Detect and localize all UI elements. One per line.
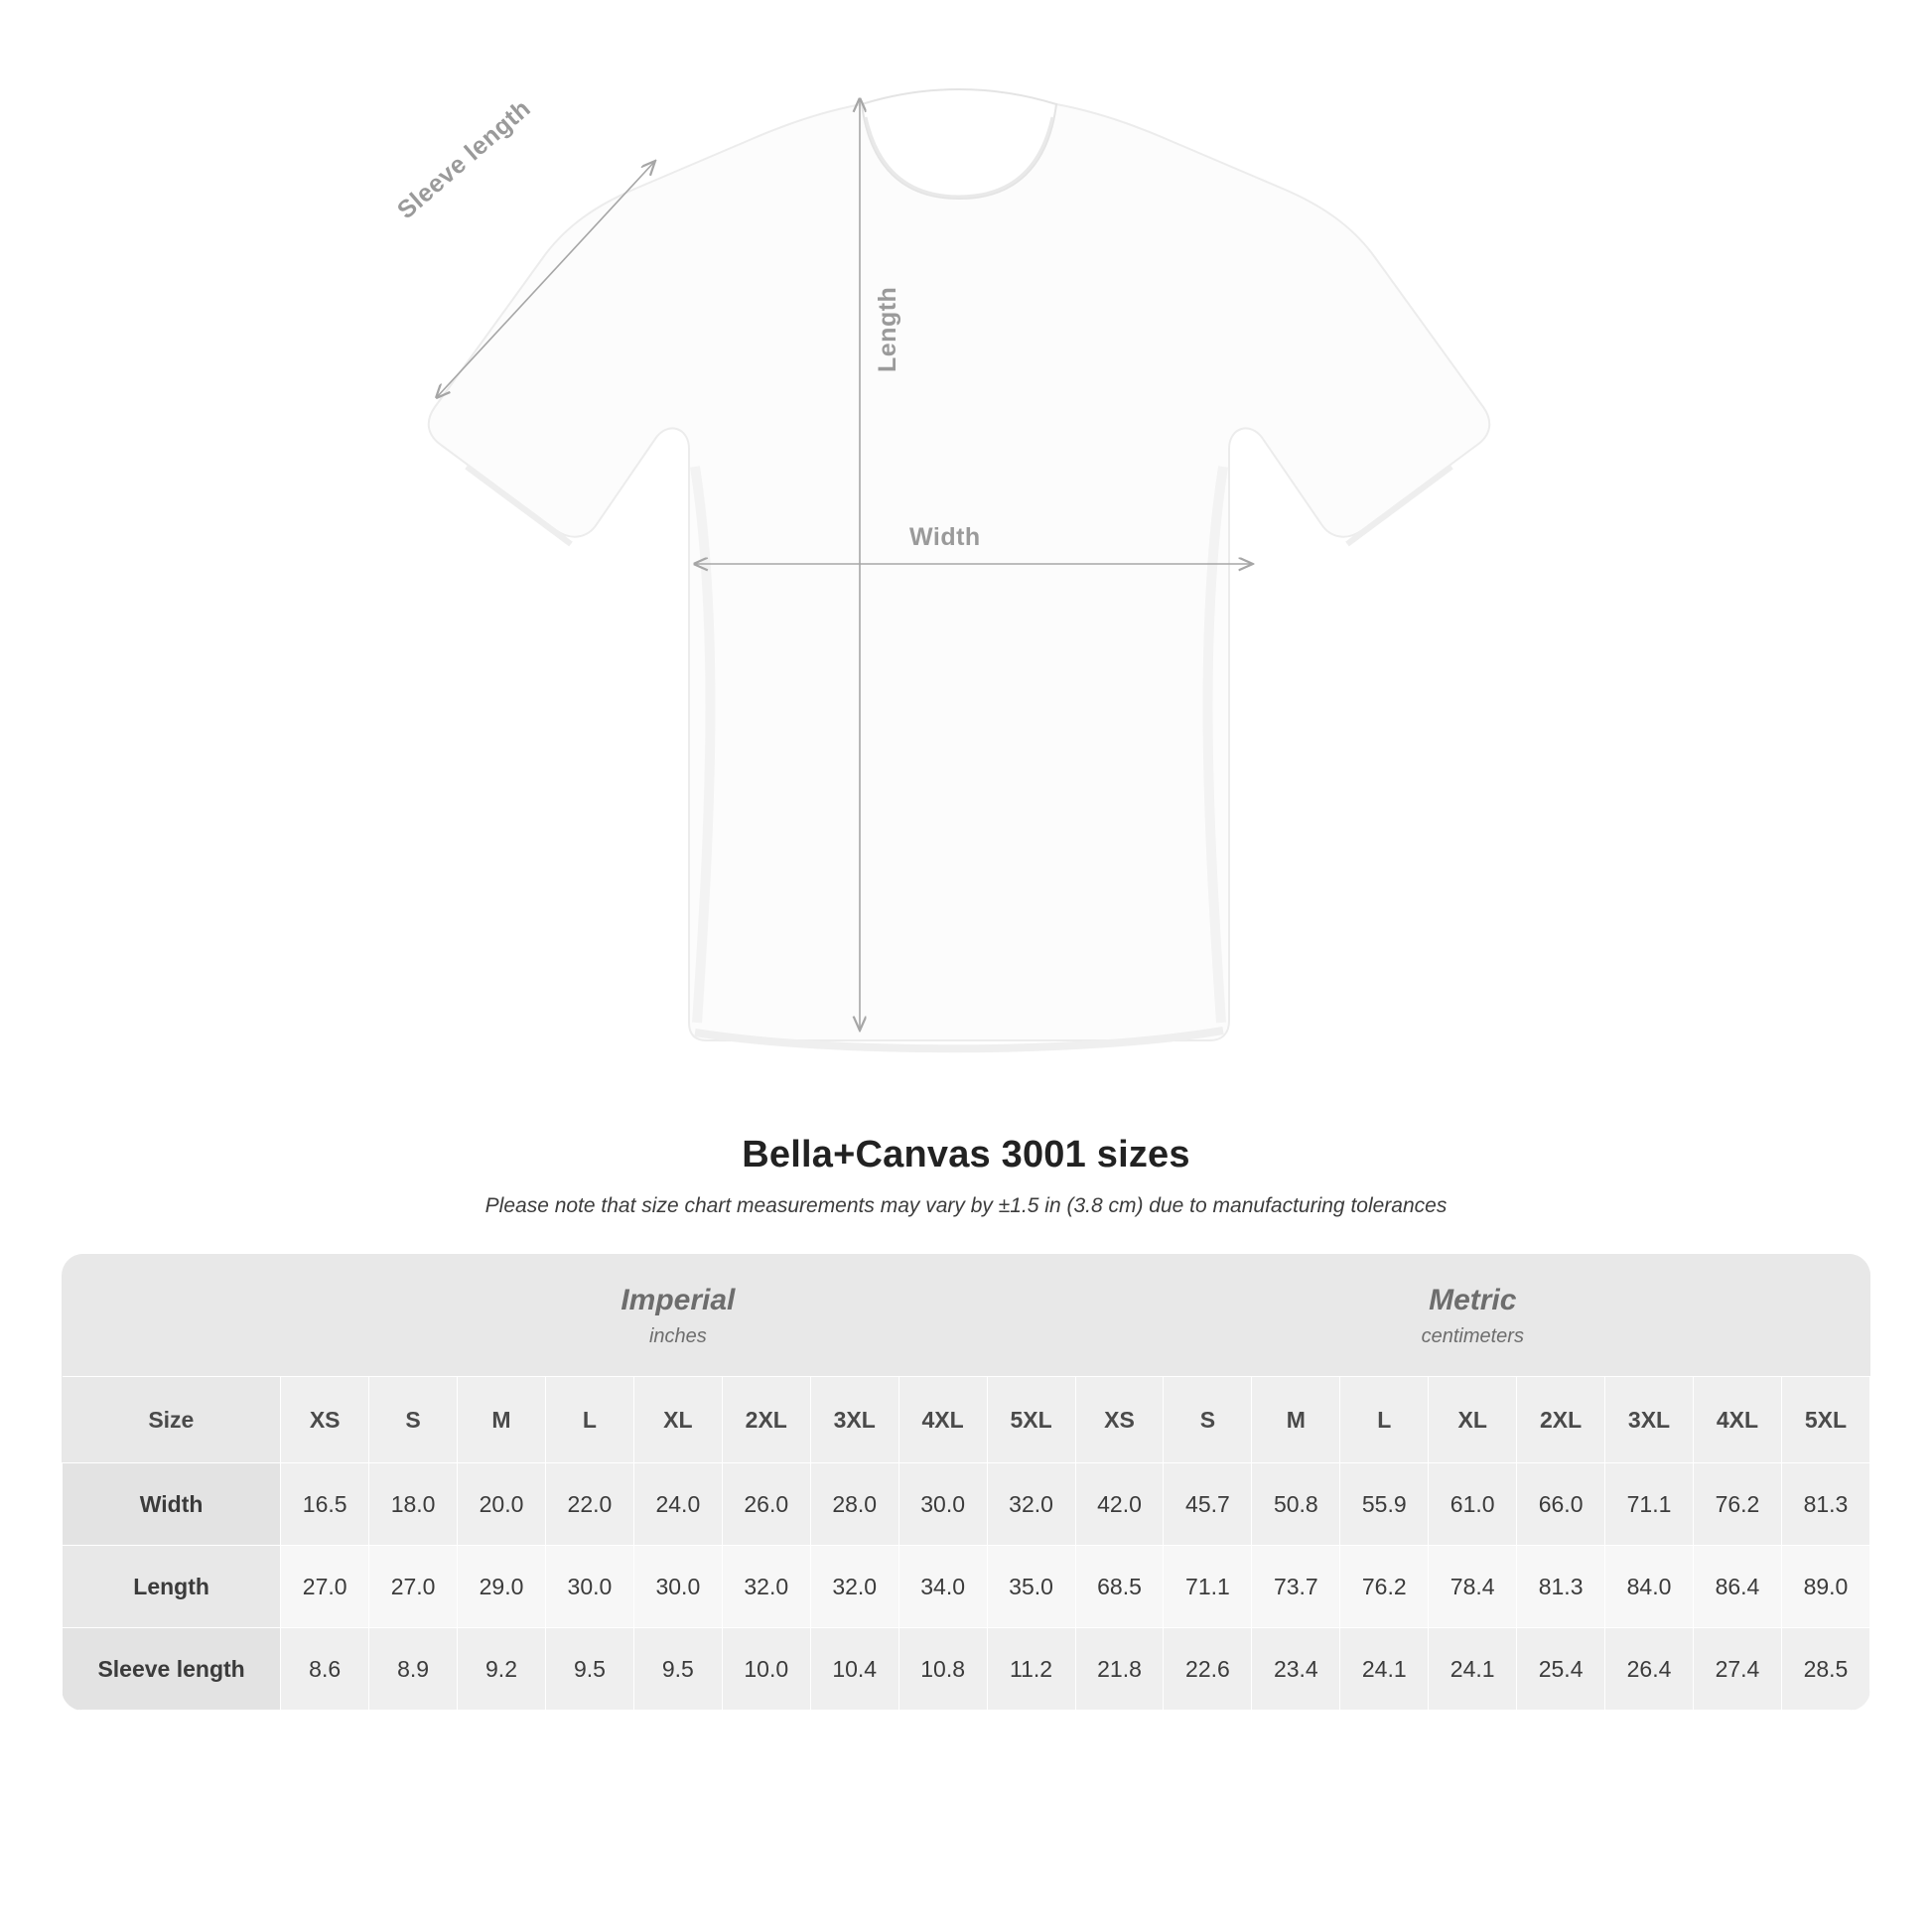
measurement-cell: 50.8 [1252,1463,1340,1546]
unit-group-header [1075,1254,1869,1377]
unit-group-name: Metric [1429,1284,1517,1316]
measurement-cell: 89.0 [1781,1546,1869,1628]
unit-group-header [281,1254,1075,1377]
size-table-wrapper [62,1254,1870,1711]
length-label: Length [874,286,901,372]
size-header-cell: 5XL [1781,1377,1869,1463]
measurement-cell: 86.4 [1693,1546,1781,1628]
table-corner-cell [63,1254,281,1377]
measurement-cell: 84.0 [1605,1546,1694,1628]
measurement-cell: 29.0 [458,1546,546,1628]
measurement-cell: 30.0 [898,1463,987,1546]
size-header-cell: 3XL [810,1377,898,1463]
measurement-cell: 10.0 [722,1628,810,1711]
size-column-header: Size [63,1377,281,1463]
measurement-cell: 9.5 [633,1628,722,1711]
measurement-cell: 28.5 [1781,1628,1869,1711]
measurement-cell: 71.1 [1164,1546,1252,1628]
measurement-cell: 10.4 [810,1628,898,1711]
measurement-row-label: Width [63,1463,281,1546]
size-header-cell: 3XL [1605,1377,1694,1463]
measurement-cell: 25.4 [1517,1628,1605,1711]
table-row [63,1628,1870,1711]
measurement-cell: 81.3 [1781,1463,1869,1546]
measurement-cell: 10.8 [898,1628,987,1711]
measurement-cell: 42.0 [1075,1463,1164,1546]
unit-group-row [63,1254,1870,1377]
size-header-cell: 5XL [987,1377,1075,1463]
measurement-cell: 30.0 [545,1546,633,1628]
measurement-cell: 23.4 [1252,1628,1340,1711]
measurement-cell: 27.4 [1693,1628,1781,1711]
size-header-cell: 4XL [1693,1377,1781,1463]
measurement-cell: 21.8 [1075,1628,1164,1711]
measurement-cell: 8.9 [369,1628,458,1711]
measurement-cell: 20.0 [458,1463,546,1546]
measurement-cell: 61.0 [1429,1463,1517,1546]
size-header-cell: XL [633,1377,722,1463]
measurement-cell: 35.0 [987,1546,1075,1628]
measurement-cell: 9.5 [545,1628,633,1711]
measurement-cell: 30.0 [633,1546,722,1628]
measurement-cell: 32.0 [987,1463,1075,1546]
measurement-cell: 18.0 [369,1463,458,1546]
table-row [63,1546,1870,1628]
size-header-cell: 2XL [1517,1377,1605,1463]
measurement-cell: 78.4 [1429,1546,1517,1628]
measurement-cell: 45.7 [1164,1463,1252,1546]
measurement-row-label: Length [63,1546,281,1628]
size-header-cell: XL [1429,1377,1517,1463]
measurement-cell: 27.0 [369,1546,458,1628]
measurement-cell: 73.7 [1252,1546,1340,1628]
width-label: Width [909,523,981,551]
title-block [0,1134,1932,1218]
measurement-cell: 11.2 [987,1628,1075,1711]
measurement-cell: 26.4 [1605,1628,1694,1711]
unit-group-name: Imperial [621,1284,736,1316]
sleeve-length-label: Sleeve length [392,93,536,225]
size-header-cell: M [1252,1377,1340,1463]
measurement-cell: 76.2 [1340,1546,1429,1628]
size-table [62,1254,1870,1711]
measurement-cell: 34.0 [898,1546,987,1628]
size-header-cell: 4XL [898,1377,987,1463]
unit-group-subtitle: inches [648,1325,707,1347]
measurement-cell: 76.2 [1693,1463,1781,1546]
size-header-cell: M [458,1377,546,1463]
measurement-cell: 28.0 [810,1463,898,1546]
measurement-cell: 55.9 [1340,1463,1429,1546]
page-title: Bella+Canvas 3001 sizes [742,1134,1190,1175]
size-header-cell: XS [281,1377,369,1463]
measurement-cell: 9.2 [458,1628,546,1711]
measurement-cell: 66.0 [1517,1463,1605,1546]
table-header-row [63,1377,1870,1463]
measurement-cell: 22.6 [1164,1628,1252,1711]
size-header-cell: L [545,1377,633,1463]
measurement-cell: 26.0 [722,1463,810,1546]
measurement-cell: 24.1 [1429,1628,1517,1711]
unit-group-subtitle: centimeters [1421,1325,1524,1347]
size-header-cell: XS [1075,1377,1164,1463]
size-header-cell: S [1164,1377,1252,1463]
measurement-cell: 32.0 [722,1546,810,1628]
measurement-cell: 22.0 [545,1463,633,1546]
measurement-cell: 32.0 [810,1546,898,1628]
measurement-row-label: Sleeve length [63,1628,281,1711]
size-header-cell: L [1340,1377,1429,1463]
measurement-cell: 71.1 [1605,1463,1694,1546]
measurement-cell: 24.0 [633,1463,722,1546]
measurement-cell: 68.5 [1075,1546,1164,1628]
measurement-note: Please note that size chart measurements may vary by ±1.5 in (3.8 cm) due to manufacturing tolerances [484,1194,1448,1217]
size-header-cell: 2XL [722,1377,810,1463]
measurement-cell: 24.1 [1340,1628,1429,1711]
measurement-cell: 27.0 [281,1546,369,1628]
measurement-cell: 8.6 [281,1628,369,1711]
table-row [63,1463,1870,1546]
measurement-cell: 81.3 [1517,1546,1605,1628]
size-header-cell: S [369,1377,458,1463]
measurement-cell: 16.5 [281,1463,369,1546]
